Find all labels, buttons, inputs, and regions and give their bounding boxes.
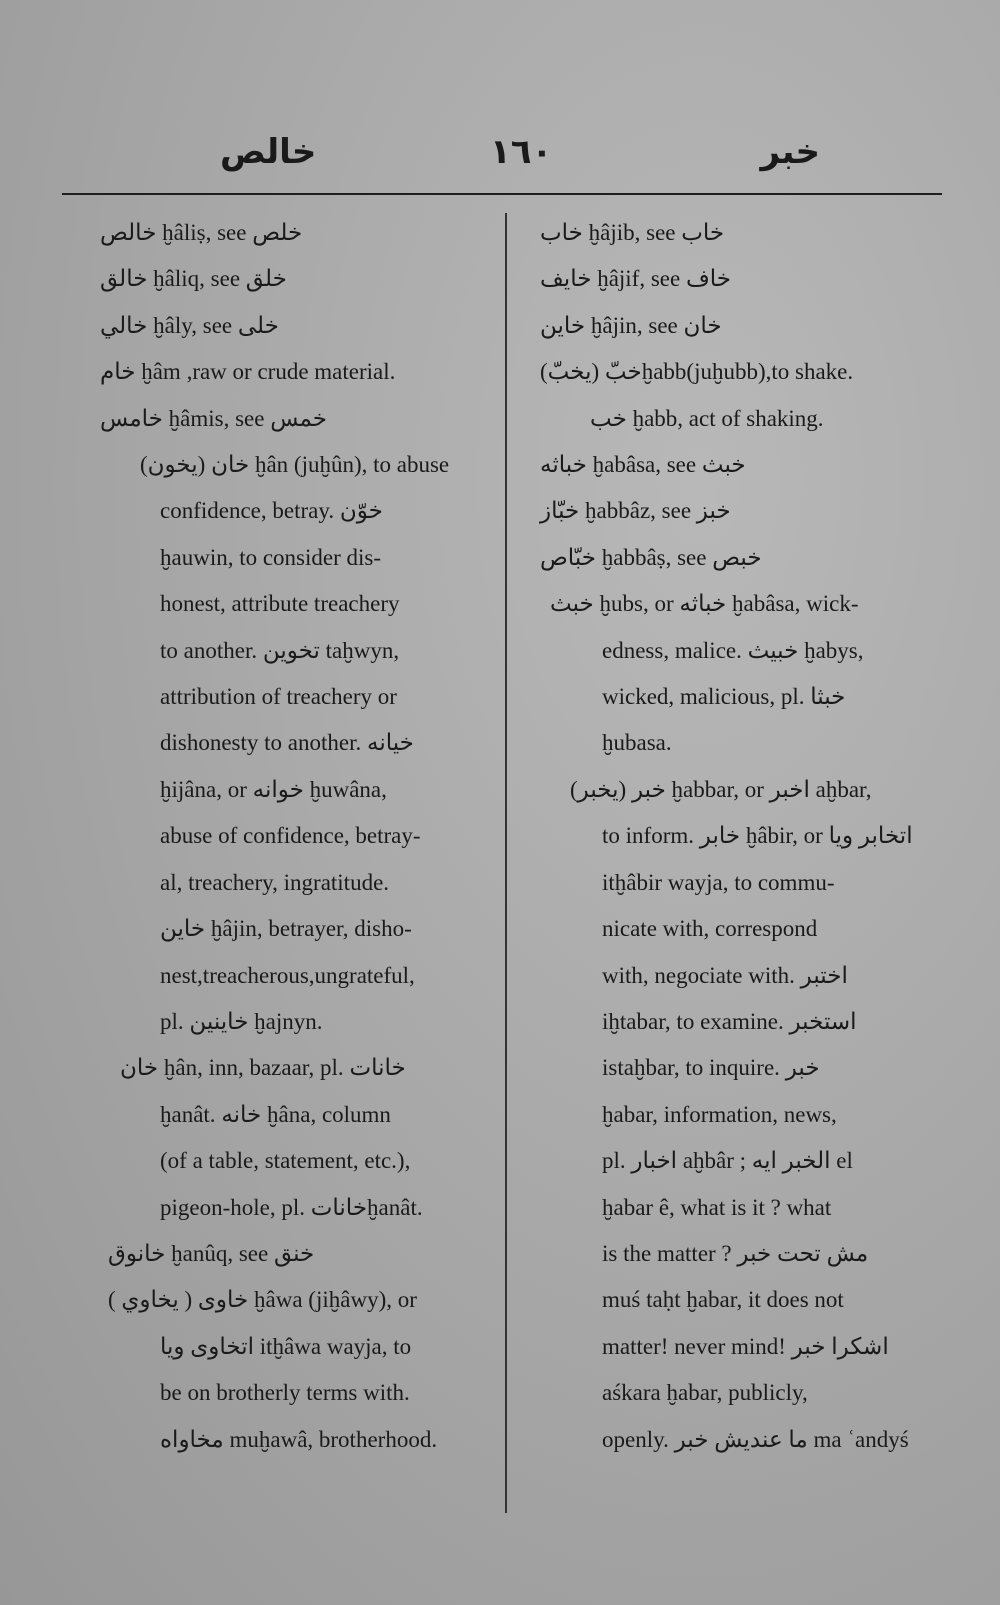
entry-line: honest, attribute treachery — [160, 591, 400, 617]
entry-line: is the matter ? مش تحت خبر — [602, 1240, 869, 1266]
entry-line: with, negociate with. اختبر — [602, 962, 848, 988]
entry-line: اتخاوى ويا itḫâwa wayja, to — [160, 1333, 412, 1359]
entry-line: be on brotherly terms with. — [160, 1380, 410, 1406]
entry-line: (of a table, statement, etc.), — [160, 1148, 411, 1174]
entry-line: خبث ḫubs, or خباثه ḫabâsa, wick- — [550, 591, 859, 617]
entry-line: خان (يخون) ḫân (juḫûn), to abuse — [140, 452, 450, 478]
header-rule — [62, 193, 942, 195]
entry-line: edness, malice. خبيث ḫabys, — [602, 637, 864, 663]
entry-line: خانوق ḫanûq, see خنق — [108, 1240, 315, 1266]
entry-line: خان ḫân, inn, bazaar, pl. خانات — [120, 1055, 406, 1081]
entry-line: ḫabar ê, what is it ? what — [602, 1194, 832, 1220]
left-column — [100, 210, 495, 1463]
entry-line: خالص ḫâliṣ, see خلص — [100, 220, 303, 245]
entry-line: pl. اخبار aḫbâr ; الخبر ايه el — [602, 1148, 853, 1174]
entry-line: attribution of treachery or — [160, 684, 397, 710]
entry-line: خاين ḫâjin, see خان — [540, 312, 722, 338]
entry-line: خالي ḫâly, see خلى — [100, 312, 279, 338]
entry-line: nicate with, correspond — [602, 916, 818, 942]
entry-line: خايف ḫâjif, see خاف — [540, 266, 732, 292]
entry-line: خبّاز ḫabbâz, see خبز — [540, 498, 731, 524]
entry-line: muś taḥt ḫabar, it does not — [602, 1287, 844, 1313]
entry-line: ḫijâna, or خوانه ḫuwâna, — [160, 776, 387, 802]
entry-line: to inform. خابر ḫâbir, or اتخابر ويا — [602, 823, 913, 849]
page-number: ١٦٠ — [490, 132, 553, 172]
right-column — [540, 210, 960, 1463]
entry-line: ḫabar, information, news, — [602, 1101, 837, 1127]
entry-line: ḫauwin, to consider dis- — [160, 544, 382, 570]
entry-line: matter! never mind! اشكرا خبر — [602, 1333, 889, 1359]
entry-line: خبّاص ḫabbâṣ, see خبص — [540, 544, 762, 570]
entry-line: abuse of confidence, betray- — [160, 823, 421, 849]
entry-line: مخاواه muḫawâ, brotherhood. — [160, 1426, 438, 1452]
entry-line: al, treachery, ingratitude. — [160, 869, 390, 895]
entry-line: خاوى ( يخاوي ) ḫâwa (jiḫâwy), or — [108, 1287, 417, 1313]
entry-line: openly. ما عنديش خبر ma ʿandyś — [602, 1426, 909, 1452]
entry-line: to another. تخوين taḫwyn, — [160, 637, 400, 663]
entry-line: خباثه ḫabâsa, see خبث — [540, 452, 746, 478]
entry-line: iḫtabar, to examine. استخبر — [602, 1008, 857, 1034]
header-left-word: خالص — [220, 132, 317, 172]
entry-line: خب ḫabb, act of shaking. — [590, 405, 824, 431]
entry-line: خبّ (يخبّ)ḫabb(juḫubb),to shake. — [540, 359, 854, 385]
entry-line: ḫanât. خانه ḫâna, column — [160, 1101, 391, 1127]
column-divider — [505, 213, 507, 1513]
entry-line: خام ḫâm ,raw or crude material. — [100, 359, 396, 385]
entry-line: ḫubasa. — [602, 730, 672, 756]
entry-line: istaḫbar, to inquire. خبر — [602, 1055, 820, 1081]
entry-line: pigeon-hole, pl. خاناتḫanât. — [160, 1194, 423, 1220]
entry-line: aśkara ḫabar, publicly, — [602, 1380, 808, 1406]
entry-line: خاين ḫâjin, betrayer, disho- — [160, 916, 412, 942]
entry-line: wicked, malicious, pl. خبثا — [602, 684, 846, 710]
header-right-word: خبر — [760, 132, 820, 172]
page-header — [60, 122, 940, 182]
entry-line: nest,treacherous,ungrateful, — [160, 962, 415, 988]
entry-line: pl. خاينين ḫajnyn. — [160, 1008, 323, 1034]
entry-line: itḫâbir wayja, to commu- — [602, 869, 835, 895]
entry-line: dishonesty to another. خيانه — [160, 730, 414, 756]
entry-line: confidence, betray. خوّن — [160, 498, 383, 524]
entry-line: خاب ḫâjib, see خاب — [540, 220, 725, 245]
entry-line: خبر (يخبر) ḫabbar, or اخبر aḫbar, — [570, 776, 872, 802]
entry-line: خالق ḫâliq, see خلق — [100, 266, 287, 292]
entry-line: خامس ḫâmis, see خمس — [100, 405, 328, 431]
